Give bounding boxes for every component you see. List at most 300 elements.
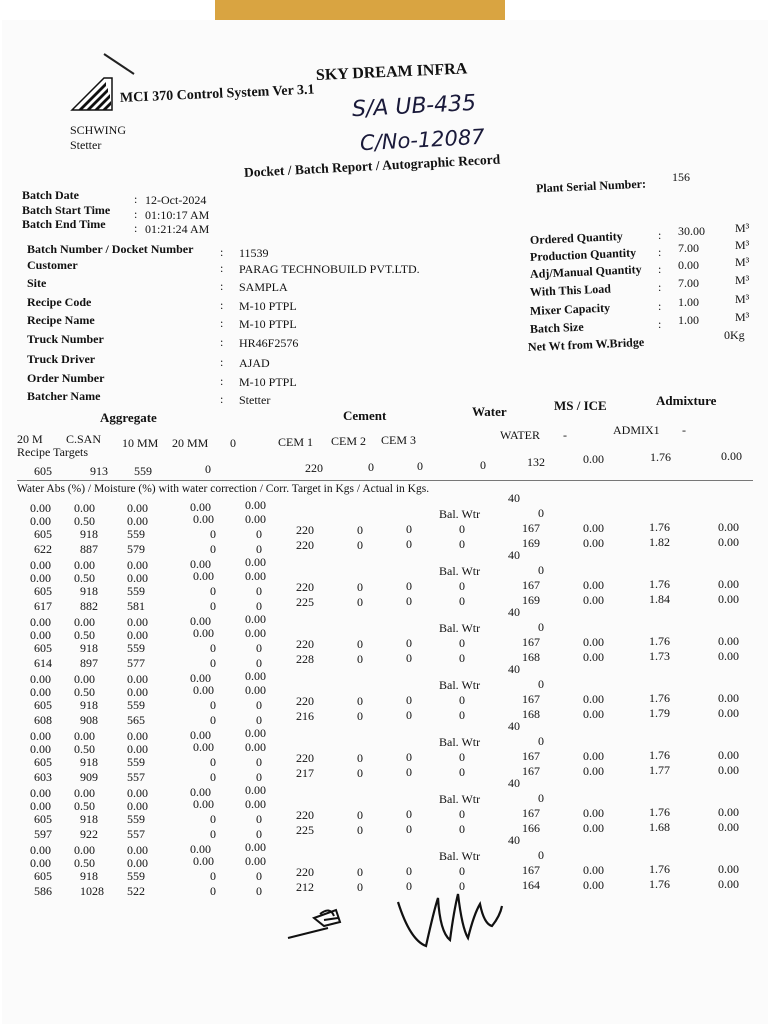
brand-name: SCHWING xyxy=(70,123,126,137)
colon: : xyxy=(134,221,138,235)
corr-target-value: 605 xyxy=(34,698,52,712)
moisture-value: 0.50 xyxy=(74,799,95,813)
moisture-value: 0.00 xyxy=(245,683,266,697)
abs-value: 0.00 xyxy=(30,843,51,857)
actual-value: 887 xyxy=(80,542,98,556)
actual-value: 0.00 xyxy=(583,764,604,778)
abs-value: 0.00 xyxy=(190,842,211,856)
bal-wtr-label: Bal. Wtr xyxy=(439,621,481,635)
batch-time-label: Batch Date xyxy=(22,188,79,202)
divider xyxy=(17,480,753,481)
colon: : xyxy=(134,207,138,221)
actual-value: 0 xyxy=(357,766,363,780)
actual-value: 0.00 xyxy=(583,878,604,892)
colon: : xyxy=(220,298,224,312)
qty-unit: M³ xyxy=(735,273,750,287)
actual-value: 0.00 xyxy=(718,877,739,891)
corr-target-value: 167 xyxy=(522,863,540,877)
qty-unit: M³ xyxy=(735,221,750,235)
bal-wtr-label: Bal. Wtr xyxy=(439,735,481,749)
material-header: C.SAN xyxy=(66,432,102,446)
actual-value: 565 xyxy=(127,713,145,727)
qty-value: 7.00 xyxy=(678,241,699,255)
abs-value: 0.00 xyxy=(30,501,51,515)
actual-value: 897 xyxy=(80,656,98,670)
corr-target-value: 0.00 xyxy=(583,806,604,820)
moisture-value: 0.00 xyxy=(193,512,214,526)
actual-value: 597 xyxy=(34,827,52,841)
corr-target-value: 0 xyxy=(357,694,363,708)
qty-value: 0.00 xyxy=(678,258,699,272)
bal-wtr-value: 0 xyxy=(538,677,544,691)
bal-wtr-value: 0 xyxy=(538,506,544,520)
actual-value: 0 xyxy=(459,822,465,836)
corr-target-value: 220 xyxy=(296,808,314,822)
colon: : xyxy=(658,245,662,259)
moisture-value: 0.00 xyxy=(30,514,51,528)
recipe-targets-label: Recipe Targets xyxy=(17,445,89,459)
corr-target-value: 0 xyxy=(459,693,465,707)
actual-value: 0 xyxy=(459,765,465,779)
actual-value: 0 xyxy=(459,708,465,722)
corr-target-value: 918 xyxy=(80,812,98,826)
detail-value: HR46F2576 xyxy=(239,336,299,350)
actual-value: 169 xyxy=(522,536,540,550)
schwing-logo-icon xyxy=(70,76,114,112)
moisture-value: 0.00 xyxy=(245,512,266,526)
corr-target-value: 0 xyxy=(357,523,363,537)
corr-target-value: 0 xyxy=(459,522,465,536)
actual-value: 622 xyxy=(34,542,52,556)
corr-target-value: 0.00 xyxy=(583,521,604,535)
corr-target-value: 0.00 xyxy=(718,862,739,876)
actual-value: 0.00 xyxy=(718,820,739,834)
actual-value: 0 xyxy=(256,713,262,727)
material-header: CEM 1 xyxy=(278,435,314,449)
abs-value: 0.00 xyxy=(190,557,211,571)
recipe-target-value: 0 xyxy=(417,459,423,473)
water-top-value: 40 xyxy=(508,548,520,562)
water-top-value: 40 xyxy=(508,719,520,733)
corr-target-value: 0 xyxy=(357,751,363,765)
actual-value: 0 xyxy=(256,884,262,898)
actual-value: 0.00 xyxy=(718,592,739,606)
colon: : xyxy=(220,245,224,259)
water-top-value: 40 xyxy=(508,491,520,505)
colon: : xyxy=(658,262,662,276)
material-header: - xyxy=(682,423,686,437)
actual-value: 225 xyxy=(296,595,314,609)
corr-target-value: 559 xyxy=(127,869,145,883)
corr-target-value: 220 xyxy=(296,865,314,879)
corr-target-value: 0 xyxy=(210,698,216,712)
corr-target-value: 220 xyxy=(296,523,314,537)
moisture-value: 0.50 xyxy=(74,742,95,756)
corr-target-value: 167 xyxy=(522,749,540,763)
actual-value: 522 xyxy=(127,884,145,898)
actual-value: 557 xyxy=(127,827,145,841)
abs-value: 0.00 xyxy=(245,555,266,569)
actual-value: 0 xyxy=(357,880,363,894)
actual-value: 1.79 xyxy=(649,706,670,720)
corr-target-value: 0 xyxy=(210,527,216,541)
abs-value: 0.00 xyxy=(245,612,266,626)
detail-label: Customer xyxy=(27,258,78,272)
abs-value: 0.00 xyxy=(74,558,95,572)
cement-header: Cement xyxy=(343,408,387,423)
actual-value: 0 xyxy=(406,879,412,893)
actual-value: 1028 xyxy=(80,884,104,898)
actual-value: 228 xyxy=(296,652,314,666)
actual-value: 882 xyxy=(80,599,98,613)
detail-value: Stetter xyxy=(239,393,271,407)
corr-target-value: 0 xyxy=(256,641,262,655)
recipe-target-value: 559 xyxy=(134,464,152,478)
corr-target-value: 605 xyxy=(34,812,52,826)
corr-target-value: 167 xyxy=(522,692,540,706)
corr-target-value: 0.00 xyxy=(718,805,739,819)
moisture-value: 0.00 xyxy=(245,797,266,811)
abs-value: 0.00 xyxy=(74,729,95,743)
company-name: SKY DREAM INFRA xyxy=(315,60,468,84)
moisture-value: 0.00 xyxy=(245,854,266,868)
corr-target-value: 0 xyxy=(357,580,363,594)
actual-value: 0 xyxy=(210,656,216,670)
recipe-target-value: 913 xyxy=(90,464,108,478)
actual-value: 166 xyxy=(522,821,540,835)
corr-target-value: 220 xyxy=(296,637,314,651)
colon: : xyxy=(220,392,224,406)
corr-target-value: 0 xyxy=(459,750,465,764)
corr-target-value: 1.76 xyxy=(649,862,670,876)
moisture-value: 0.00 xyxy=(193,683,214,697)
moisture-value: 0.50 xyxy=(74,514,95,528)
abs-value: 0.00 xyxy=(30,558,51,572)
corr-target-value: 559 xyxy=(127,812,145,826)
abs-value: 0.00 xyxy=(127,501,148,515)
actual-value: 0 xyxy=(406,708,412,722)
recipe-target-value: 0.00 xyxy=(583,452,604,466)
moisture-value: 0.00 xyxy=(30,856,51,870)
abs-value: 0.00 xyxy=(127,558,148,572)
actual-value: 168 xyxy=(522,707,540,721)
abs-value: 0.00 xyxy=(245,840,266,854)
detail-value: M-10 PTPL xyxy=(239,375,297,389)
corr-target-value: 0.00 xyxy=(718,520,739,534)
material-header: ADMIX1 xyxy=(613,423,660,437)
actual-value: 557 xyxy=(127,770,145,784)
bal-wtr-label: Bal. Wtr xyxy=(439,507,481,521)
corr-target-value: 0 xyxy=(459,807,465,821)
water-abs-note: Water Abs (%) / Moisture (%) with water correction / Corr. Target in Kgs / Actual in Kgs. xyxy=(17,483,430,495)
colon: : xyxy=(220,316,224,330)
bal-wtr-label: Bal. Wtr xyxy=(439,792,481,806)
admixture-header: Admixture xyxy=(656,393,717,408)
corr-target-value: 918 xyxy=(80,698,98,712)
actual-value: 577 xyxy=(127,656,145,670)
corr-target-value: 0 xyxy=(256,812,262,826)
detail-label: Batch Number / Docket Number xyxy=(27,242,194,256)
water-top-value: 40 xyxy=(508,662,520,676)
corr-target-value: 605 xyxy=(34,527,52,541)
qty-unit: M³ xyxy=(735,292,750,306)
moisture-value: 0.00 xyxy=(127,742,148,756)
actual-value: 0 xyxy=(357,823,363,837)
corr-target-value: 220 xyxy=(296,580,314,594)
abs-value: 0.00 xyxy=(30,615,51,629)
abs-value: 0.00 xyxy=(127,843,148,857)
corr-target-value: 0.00 xyxy=(718,748,739,762)
corr-target-value: 0 xyxy=(406,636,412,650)
water-top-value: 40 xyxy=(508,776,520,790)
abs-value: 0.00 xyxy=(245,669,266,683)
corr-target-value: 0.00 xyxy=(583,749,604,763)
signature-stamp xyxy=(284,900,364,944)
corr-target-value: 0 xyxy=(256,584,262,598)
batch-time-label: Batch End Time xyxy=(22,217,106,231)
bal-wtr-value: 0 xyxy=(538,791,544,805)
colon: : xyxy=(220,279,224,293)
material-header: CEM 3 xyxy=(381,433,417,447)
qty-label: Adj/Manual Quantity xyxy=(529,262,642,281)
moisture-value: 0.50 xyxy=(74,685,95,699)
abs-value: 0.00 xyxy=(190,785,211,799)
moisture-value: 0.00 xyxy=(245,740,266,754)
actual-value: 0 xyxy=(256,542,262,556)
actual-value: 168 xyxy=(522,650,540,664)
corr-target-value: 605 xyxy=(34,869,52,883)
actual-value: 909 xyxy=(80,770,98,784)
plant-serial-label: Plant Serial Number: xyxy=(535,176,647,196)
corr-target-value: 167 xyxy=(522,635,540,649)
detail-label: Batcher Name xyxy=(27,389,101,403)
recipe-target-value: 1.76 xyxy=(650,450,671,464)
corr-target-value: 1.76 xyxy=(649,520,670,534)
actual-value: 167 xyxy=(522,764,540,778)
corr-target-value: 0 xyxy=(357,865,363,879)
colon: : xyxy=(658,299,662,313)
detail-value: M-10 PTPL xyxy=(239,299,297,313)
detail-label: Recipe Name xyxy=(27,313,95,327)
detail-label: Truck Driver xyxy=(27,352,96,366)
abs-value: 0.00 xyxy=(245,726,266,740)
moisture-value: 0.00 xyxy=(193,797,214,811)
bal-wtr-label: Bal. Wtr xyxy=(439,564,481,578)
abs-value: 0.00 xyxy=(190,500,211,514)
corr-target-value: 0.00 xyxy=(583,692,604,706)
corr-target-value: 0 xyxy=(459,636,465,650)
actual-value: 212 xyxy=(296,880,314,894)
moisture-value: 0.00 xyxy=(193,569,214,583)
actual-value: 217 xyxy=(296,766,314,780)
detail-value: 11539 xyxy=(239,246,269,260)
corr-target-value: 0 xyxy=(459,864,465,878)
material-header: 20 M xyxy=(17,432,43,446)
actual-value: 0 xyxy=(210,542,216,556)
actual-value: 0 xyxy=(210,884,216,898)
corr-target-value: 918 xyxy=(80,584,98,598)
actual-value: 0 xyxy=(357,652,363,666)
system-name: MCI 370 Control System Ver 3.1 xyxy=(119,82,315,106)
abs-value: 0.00 xyxy=(245,498,266,512)
abs-value: 0.00 xyxy=(127,672,148,686)
actual-value: 0 xyxy=(210,599,216,613)
actual-value: 0 xyxy=(357,538,363,552)
water-header: Water xyxy=(472,404,507,419)
batch-time-value: 12-Oct-2024 xyxy=(145,193,207,207)
actual-value: 0 xyxy=(210,713,216,727)
actual-value: 0.00 xyxy=(583,707,604,721)
corr-target-value: 559 xyxy=(127,641,145,655)
corr-target-value: 918 xyxy=(80,527,98,541)
batch-time-label: Batch Start Time xyxy=(22,203,111,217)
report-title: Docket / Batch Report / Autographic Record xyxy=(243,151,501,180)
moisture-value: 0.00 xyxy=(30,742,51,756)
corr-target-value: 605 xyxy=(34,641,52,655)
bal-wtr-value: 0 xyxy=(538,848,544,862)
plant-serial-value: 156 xyxy=(672,170,690,184)
corr-target-value: 0 xyxy=(256,698,262,712)
corr-target-value: 0 xyxy=(406,579,412,593)
material-header: WATER xyxy=(500,428,540,442)
qty-label: Mixer Capacity xyxy=(529,300,611,318)
corr-target-value: 0 xyxy=(210,755,216,769)
actual-value: 0 xyxy=(256,827,262,841)
abs-value: 0.00 xyxy=(74,786,95,800)
detail-label: Recipe Code xyxy=(27,295,92,309)
batch-time-value: 01:21:24 AM xyxy=(145,222,210,236)
corr-target-value: 0 xyxy=(459,579,465,593)
material-header: 10 MM xyxy=(122,436,159,450)
detail-label: Order Number xyxy=(27,371,105,385)
qty-value: 1.00 xyxy=(678,313,699,327)
recipe-target-value: 132 xyxy=(527,455,545,469)
colon: : xyxy=(220,261,224,275)
corr-target-value: 918 xyxy=(80,755,98,769)
corr-target-value: 0.00 xyxy=(583,578,604,592)
moisture-value: 0.00 xyxy=(193,740,214,754)
actual-value: 1.82 xyxy=(649,535,670,549)
moisture-value: 0.00 xyxy=(127,799,148,813)
actual-value: 0.00 xyxy=(583,593,604,607)
colon: : xyxy=(134,192,138,206)
actual-value: 579 xyxy=(127,542,145,556)
corr-target-value: 0 xyxy=(406,807,412,821)
detail-value: M-10 PTPL xyxy=(239,317,297,331)
recipe-target-value: 0 xyxy=(368,460,374,474)
actual-value: 608 xyxy=(34,713,52,727)
corr-target-value: 1.76 xyxy=(649,691,670,705)
corr-target-value: 0 xyxy=(357,808,363,822)
corr-target-value: 220 xyxy=(296,751,314,765)
actual-value: 216 xyxy=(296,709,314,723)
corr-target-value: 1.76 xyxy=(649,805,670,819)
actual-value: 164 xyxy=(522,878,540,892)
moisture-value: 0.00 xyxy=(30,685,51,699)
recipe-target-value: 605 xyxy=(34,464,52,478)
corr-target-value: 0.00 xyxy=(583,863,604,877)
recipe-target-value: 220 xyxy=(305,461,323,475)
abs-value: 0.00 xyxy=(30,672,51,686)
actual-value: 581 xyxy=(127,599,145,613)
bal-wtr-value: 0 xyxy=(538,734,544,748)
actual-value: 1.68 xyxy=(649,820,670,834)
actual-value: 225 xyxy=(296,823,314,837)
actual-value: 0.00 xyxy=(583,536,604,550)
colon: : xyxy=(220,355,224,369)
moisture-value: 0.50 xyxy=(74,856,95,870)
bal-wtr-label: Bal. Wtr xyxy=(439,849,481,863)
actual-value: 0 xyxy=(210,827,216,841)
corr-target-value: 0 xyxy=(406,750,412,764)
corr-target-value: 167 xyxy=(522,578,540,592)
corr-target-value: 0 xyxy=(256,527,262,541)
actual-value: 0 xyxy=(406,651,412,665)
corr-target-value: 1.76 xyxy=(649,634,670,648)
detail-value: SAMPLA xyxy=(239,280,288,294)
actual-value: 0 xyxy=(406,537,412,551)
qty-value: 7.00 xyxy=(678,276,699,290)
moisture-value: 0.00 xyxy=(193,854,214,868)
corr-target-value: 0 xyxy=(210,812,216,826)
handwritten-signature xyxy=(392,880,508,952)
corr-target-value: 0.00 xyxy=(583,635,604,649)
moisture-value: 0.00 xyxy=(30,571,51,585)
actual-value: 0 xyxy=(210,770,216,784)
material-header: CEM 2 xyxy=(331,434,367,448)
actual-value: 0 xyxy=(459,879,465,893)
corr-target-value: 0 xyxy=(406,693,412,707)
qty-unit: M³ xyxy=(735,255,750,269)
corr-target-value: 605 xyxy=(34,584,52,598)
actual-value: 0.00 xyxy=(718,535,739,549)
qty-label: Batch Size xyxy=(529,319,584,336)
tape-strip xyxy=(215,0,505,20)
actual-value: 1.77 xyxy=(649,763,670,777)
actual-value: 0.00 xyxy=(583,650,604,664)
corr-target-value: 559 xyxy=(127,527,145,541)
actual-value: 0 xyxy=(357,709,363,723)
qty-value: 30.00 xyxy=(678,224,705,238)
bal-wtr-value: 0 xyxy=(538,563,544,577)
actual-value: 0 xyxy=(406,765,412,779)
moisture-value: 0.00 xyxy=(127,685,148,699)
corr-target-value: 167 xyxy=(522,806,540,820)
corr-target-value: 0 xyxy=(357,637,363,651)
actual-value: 586 xyxy=(34,884,52,898)
detail-value: PARAG TECHNOBUILD PVT.LTD. xyxy=(239,262,420,276)
corr-target-value: 559 xyxy=(127,755,145,769)
actual-value: 1.84 xyxy=(649,592,670,606)
corr-target-value: 0.00 xyxy=(718,634,739,648)
corr-target-value: 1.76 xyxy=(649,748,670,762)
moisture-value: 0.00 xyxy=(127,856,148,870)
abs-value: 0.00 xyxy=(245,783,266,797)
moisture-value: 0.00 xyxy=(127,514,148,528)
detail-value: AJAD xyxy=(239,356,270,370)
recipe-target-value: 0.00 xyxy=(721,449,742,463)
corr-target-value: 918 xyxy=(80,641,98,655)
corr-target-value: 559 xyxy=(127,698,145,712)
corr-target-value: 220 xyxy=(296,694,314,708)
batch-time-value: 01:10:17 AM xyxy=(145,208,210,222)
detail-label: Site xyxy=(27,276,47,290)
ms-ice-header: MS / ICE xyxy=(554,398,607,413)
recipe-target-value: 0 xyxy=(480,458,486,472)
corr-target-value: 0 xyxy=(210,584,216,598)
actual-value: 0.00 xyxy=(718,706,739,720)
actual-value: 922 xyxy=(80,827,98,841)
